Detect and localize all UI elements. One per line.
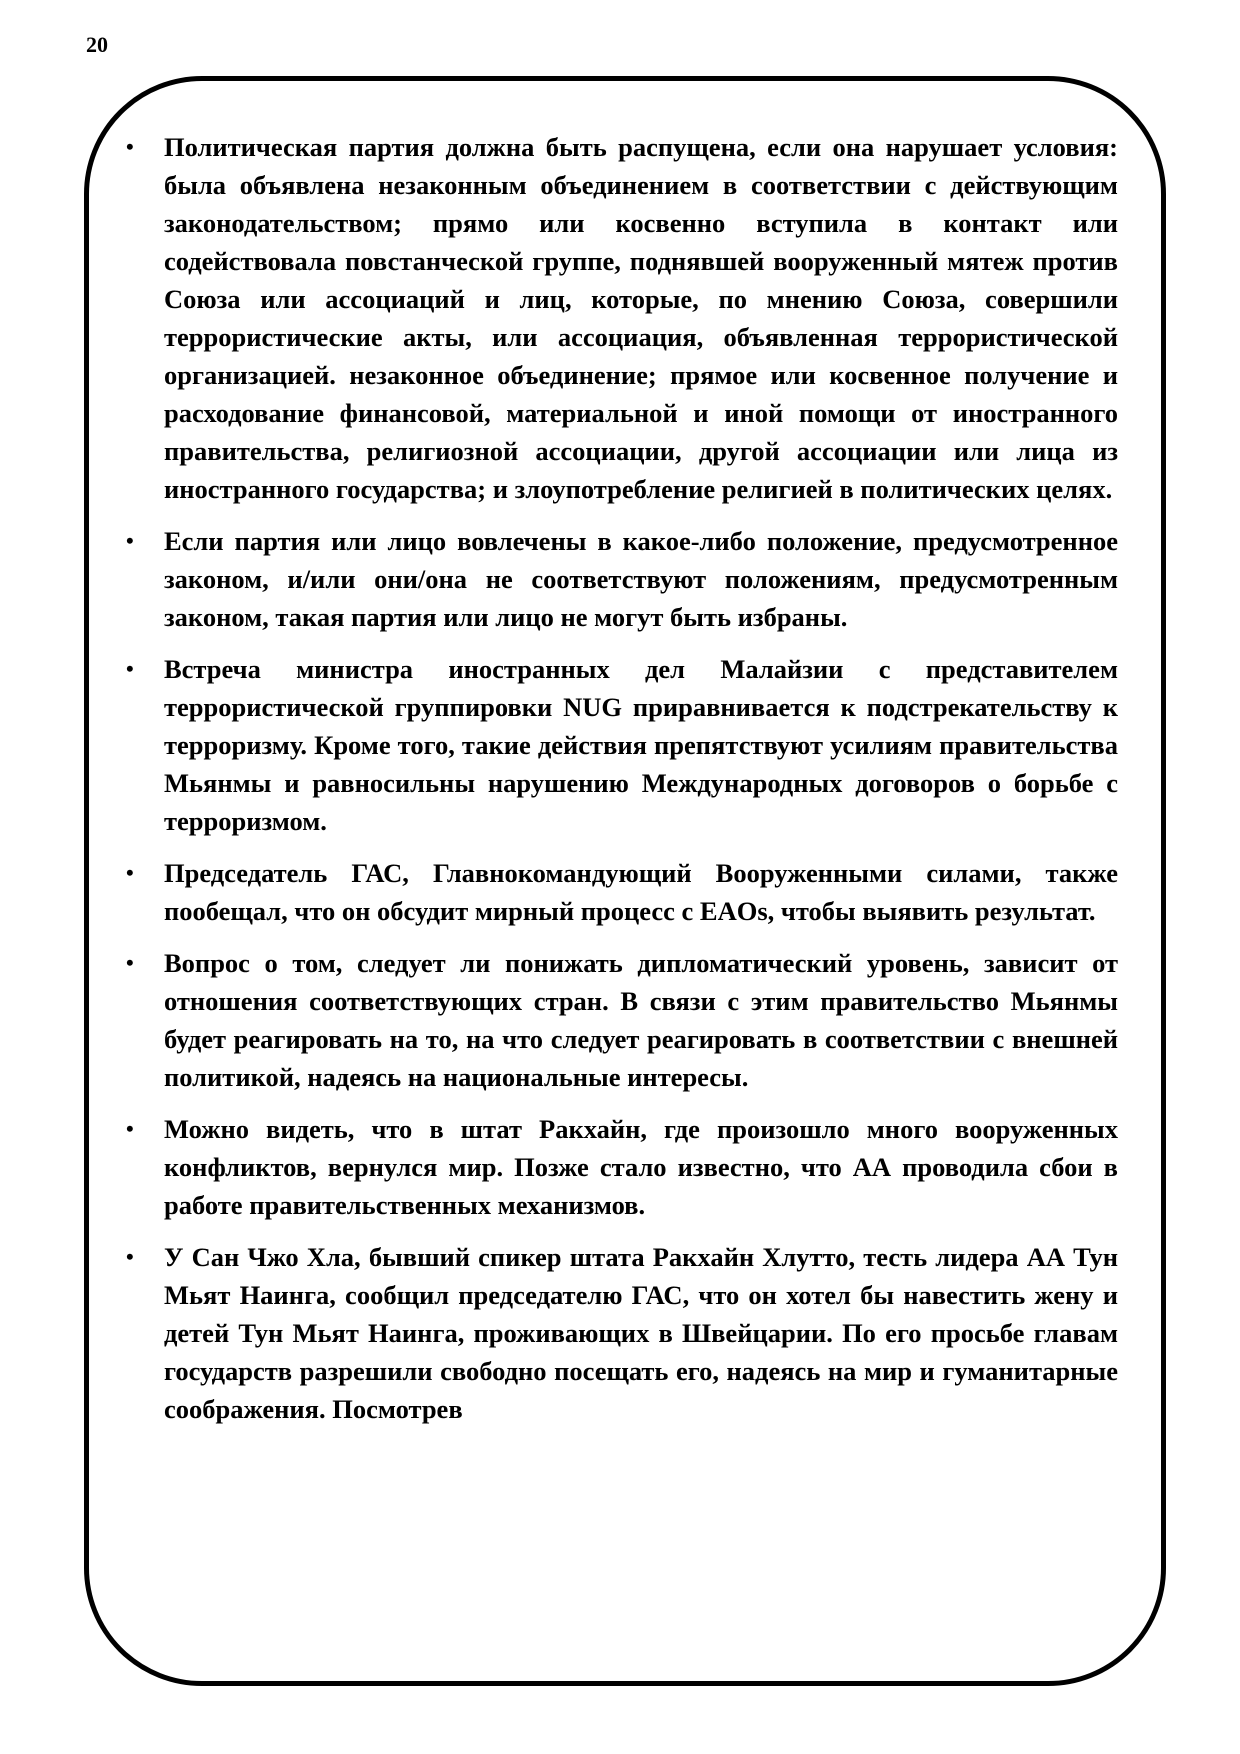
bullet-item-7 <box>120 1238 1118 1428</box>
bullet-icon: • <box>126 950 134 975</box>
bullet-item-5 <box>120 944 1118 1096</box>
bullet-text: Политическая партия должна быть распущена, если она нарушает условия: была объявлена незаконным объединением в соответствии с действующим законодательством; прямо или косвенно вступила в контакт или содействовала повстанческой группе, поднявшей вооруженный мятеж против Союза или ассоциаций и лиц, которые, по мнению Союза, совершили террористические акты, или ассоциация, объявленная террористической организацией. незаконное объединение; прямое или косвенное получение и расходование финансовой, материальной и иной помощи от иностранного правительства, религиозной ассоциации, другой ассоциации или лица из иностранного государства; и злоупотребление религией в политических целях. <box>164 132 1118 504</box>
bullet-icon: • <box>126 134 134 159</box>
bullet-item-2 <box>120 522 1118 636</box>
bullet-icon: • <box>126 528 134 553</box>
page-content <box>120 128 1118 1442</box>
page-number: 20 <box>86 32 108 57</box>
bullet-text: Можно видеть, что в штат Ракхайн, где произошло много вооруженных конфликтов, вернулся мир. Позже стало известно, что АА проводила сбои в работе правительственных механизмов. <box>164 1114 1118 1220</box>
bullet-icon: • <box>126 860 134 885</box>
bullet-item-6 <box>120 1110 1118 1224</box>
bullet-item-4 <box>120 854 1118 930</box>
bullet-text: Председатель ГАС, Главнокомандующий Вооруженными силами, также пообещал, что он обсудит мирный процесс с EAOs, чтобы выявить результат. <box>164 858 1118 926</box>
bullet-text: У Сан Чжо Хла, бывший спикер штата Ракхайн Хлутто, тесть лидера АА Тун Мьят Наинга, сообщил председателю ГАС, что он хотел бы навестить жену и детей Тун Мьят Наинга, проживающих в Швейцарии. По его просьбе главам государств разрешили свободно посещать его, надеясь на мир и гуманитарные соображения. Посмотрев <box>164 1242 1118 1424</box>
bullet-text: Если партия или лицо вовлечены в какое-либо положение, предусмотренное законом, и/или они/она не соответствуют положениям, предусмотренным законом, такая партия или лицо не могут быть избраны. <box>164 526 1118 632</box>
bullet-icon: • <box>126 656 134 681</box>
bullet-icon: • <box>126 1116 134 1141</box>
bullet-icon: • <box>126 1244 134 1269</box>
bullet-text: Встреча министра иностранных дел Малайзии с представителем террористической группировки NUG приравнивается к подстрекательству к терроризму. Кроме того, такие действия препятствуют усилиям правительства Мьянмы и равносильны нарушению Международных договоров о борьбе с терроризмом. <box>164 654 1118 836</box>
bullet-item-3 <box>120 650 1118 840</box>
bullet-text: Вопрос о том, следует ли понижать дипломатический уровень, зависит от отношения соответствующих стран. В связи с этим правительство Мьянмы будет реагировать на то, на что следует реагировать в соответствии с внешней политикой, надеясь на национальные интересы. <box>164 948 1118 1092</box>
bullet-item-1 <box>120 128 1118 508</box>
bullet-list <box>120 128 1118 1428</box>
